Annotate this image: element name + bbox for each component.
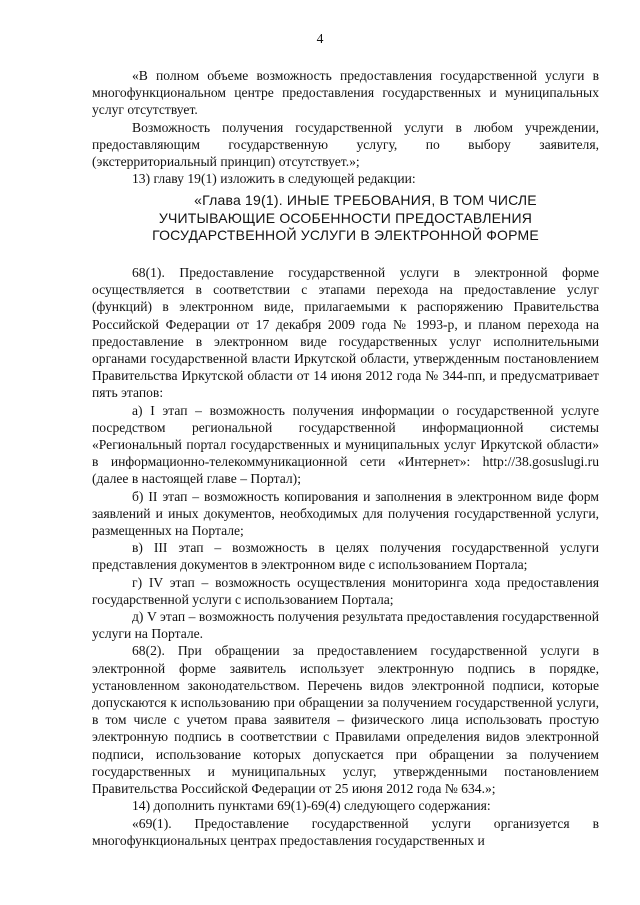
list-item-e: д) V этап – возможность получения результата предоставления государственной услуги на Портале. xyxy=(92,609,599,642)
body-section xyxy=(92,264,599,849)
intro-paragraph-1: «В полном объеме возможность предоставления государственной услуги в многофункциональном центре предоставления государственных и муниципальных услуг отсутствует. xyxy=(92,68,599,118)
list-item-b: б) II этап – возможность копирования и заполнения в электронном виде форм заявлений и иных документов, необходимых для получения государственной услуги, размещенных на Портале; xyxy=(92,488,599,539)
page-number: 4 xyxy=(316,31,324,46)
list-item-d: г) IV этап – возможность осуществления мониторинга хода предоставления государственной услуги с использованием Портала; xyxy=(92,574,599,607)
chapter-heading xyxy=(92,192,599,245)
intro-paragraph-2: Возможность получения государственной услуги в любом учреждении, предоставляющим государственную услугу, по выбору заявителя, (экстерриториальный принцип) отсутствует.»; xyxy=(92,119,599,170)
intro-section xyxy=(92,67,599,187)
paragraph-68-2: 68(2). При обращении за предоставлением государственной услуги в электронной форме заявитель использует электронную подпись в порядке, установленном законодательством. Перечень видов электронной подписи, которые допускаются к использованию при обращении за получением государственной услуги, в том числе с учетом права заявителя – физического лица использовать простую электронную подпись в соответствии с Правилами определения видов электронной подписи, использование которых допускается при обращении за получением государственных и муниципальных услуг, утвержденными постановлением Правительства Российской Федерации от 25 июня 2012 года № 634.»; xyxy=(92,643,599,797)
intro-paragraph-3: 13) главу 19(1) изложить в следующей редакции: xyxy=(132,171,416,187)
heading-line-3: ГОСУДАРСТВЕННОЙ УСЛУГИ В ЭЛЕКТРОННОЙ ФОРМЕ xyxy=(152,227,539,243)
heading-line-2: УЧИТЫВАЮЩИЕ ОСОБЕННОСТИ ПРЕДОСТАВЛЕНИЯ xyxy=(158,209,533,226)
list-item-a: а) I этап – возможность получения информации о государственной услуге посредством региональной государственной информационной системы «Региональный портал государственных и муниципальных услуг Иркутской области» в информационно-телекоммуникационной сети «Интернет»: http://38.gosuslugi.ru (далее в настоящей главе – Портал); xyxy=(92,402,599,487)
paragraph-14: 14) дополнить пунктами 69(1)-69(4) следующего содержания: xyxy=(132,798,491,814)
paragraph-69-1: «69(1). Предоставление государственной услуги организуется в многофункциональных центрах предоставления государственных и xyxy=(92,815,599,848)
paragraph-68-1: 68(1). Предоставление государственной услуги в электронной форме осуществляется в соответствии с этапами перехода на предоставление услуг (функций) в электронном виде, прилагаемыми к распоряжению Правительства Российской Федерации от 17 декабря 2009 года № 1993-р, и планом перехода на предоставление в электронном виде государственных услуг исполнительными органами государственной власти Иркутской области, утвержденным постановлением Правительства Иркутской области от 14 июня 2012 года № 344-пп, и предусматривает пять этапов: xyxy=(92,265,599,401)
list-item-c: в) III этап – возможность в целях получения государственной услуги представления документов в электронном виде с использованием Портала; xyxy=(92,540,599,573)
heading-line-1: «Глава 19(1). ИНЫЕ ТРЕБОВАНИЯ, В ТОМ ЧИСЛЕ xyxy=(194,192,537,208)
